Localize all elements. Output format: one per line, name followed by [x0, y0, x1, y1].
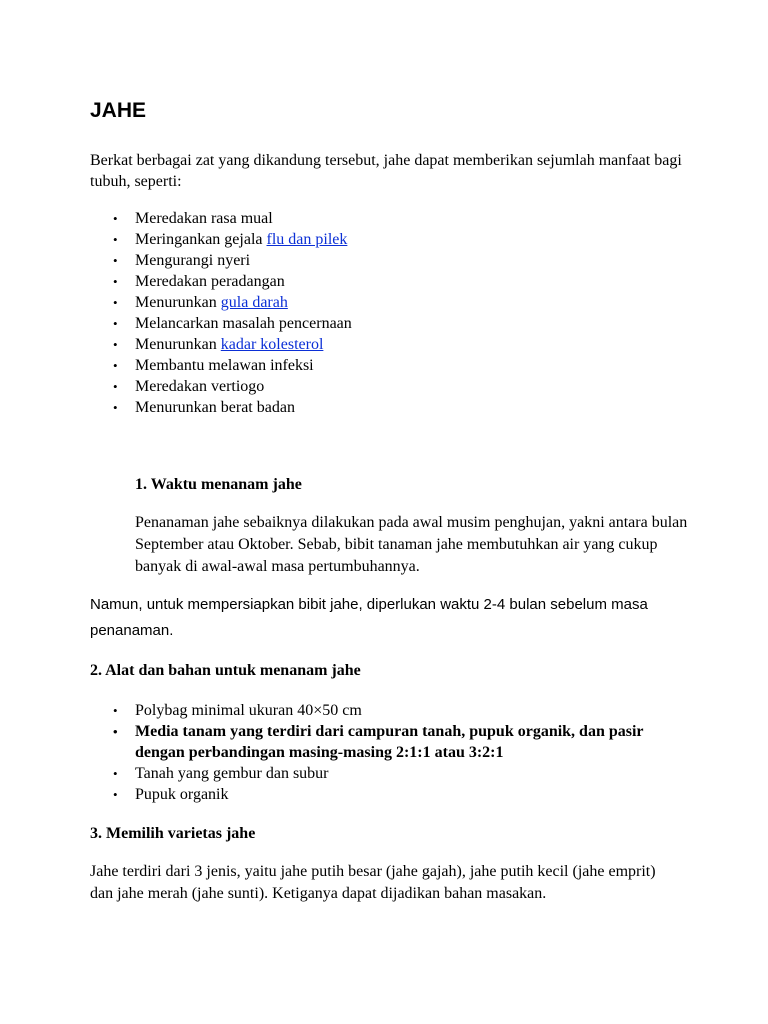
list-item: • Pupuk organik: [113, 784, 673, 805]
gula-darah-link[interactable]: gula darah: [220, 294, 288, 311]
intro-paragraph: Berkat berbagai zat yang dikandung tersebut, jahe dapat memberikan sejumlah manfaat bagi tubuh, seperti:: [90, 152, 682, 190]
list-item: • Meredakan peradangan: [113, 271, 673, 292]
materials-list: [113, 700, 673, 805]
page-title: JAHE: [90, 99, 147, 122]
list-item: • Melancarkan masalah pencernaan: [113, 313, 673, 334]
list-item: • Meringankan gejala flu dan pilek: [113, 229, 673, 250]
note-paragraph: Namun, untuk mempersiapkan bibit jahe, diperlukan waktu 2-4 bulan sebelum masa penanaman.: [90, 596, 648, 639]
section1-heading: 1. Waktu menanam jahe: [135, 476, 302, 493]
section3-heading: 3. Memilih varietas jahe: [90, 825, 256, 842]
benefits-list: [113, 208, 673, 418]
list-item: • Menurunkan kadar kolesterol: [113, 334, 673, 355]
list-item: • Tanah yang gembur dan subur: [113, 763, 673, 784]
section2-heading: 2. Alat dan bahan untuk menanam jahe: [90, 662, 361, 679]
list-item: • Meredakan rasa mual: [113, 208, 673, 229]
section1-paragraph: Penanaman jahe sebaiknya dilakukan pada awal musim penghujan, yakni antara bulan September atau Oktober. Sebab, bibit tanaman jahe membutuhkan air yang cukup banyak di awal-awal masa pertumbuhannya.: [135, 514, 688, 575]
list-item: • Polybag minimal ukuran 40×50 cm: [113, 700, 673, 721]
list-item: • Membantu melawan infeksi: [113, 355, 673, 376]
flu-link[interactable]: flu dan pilek: [266, 231, 348, 248]
list-item: • Mengurangi nyeri: [113, 250, 673, 271]
list-item: • Menurunkan berat badan: [113, 397, 673, 418]
kadar-kolesterol-link[interactable]: kadar kolesterol: [220, 336, 324, 353]
list-item: • Menurunkan gula darah: [113, 292, 673, 313]
list-item: • Media tanam yang terdiri dari campuran tanah, pupuk organik, dan pasir dengan perbandingan masing-masing 2:1:1 atau 3:2:1: [113, 721, 673, 763]
list-item: • Meredakan vertiogo: [113, 376, 673, 397]
section3-paragraph: Jahe terdiri dari 3 jenis, yaitu jahe putih besar (jahe gajah), jahe putih kecil (jahe emprit) dan jahe merah (jahe sunti). Ketiganya dapat dijadikan bahan masakan.: [90, 863, 656, 902]
